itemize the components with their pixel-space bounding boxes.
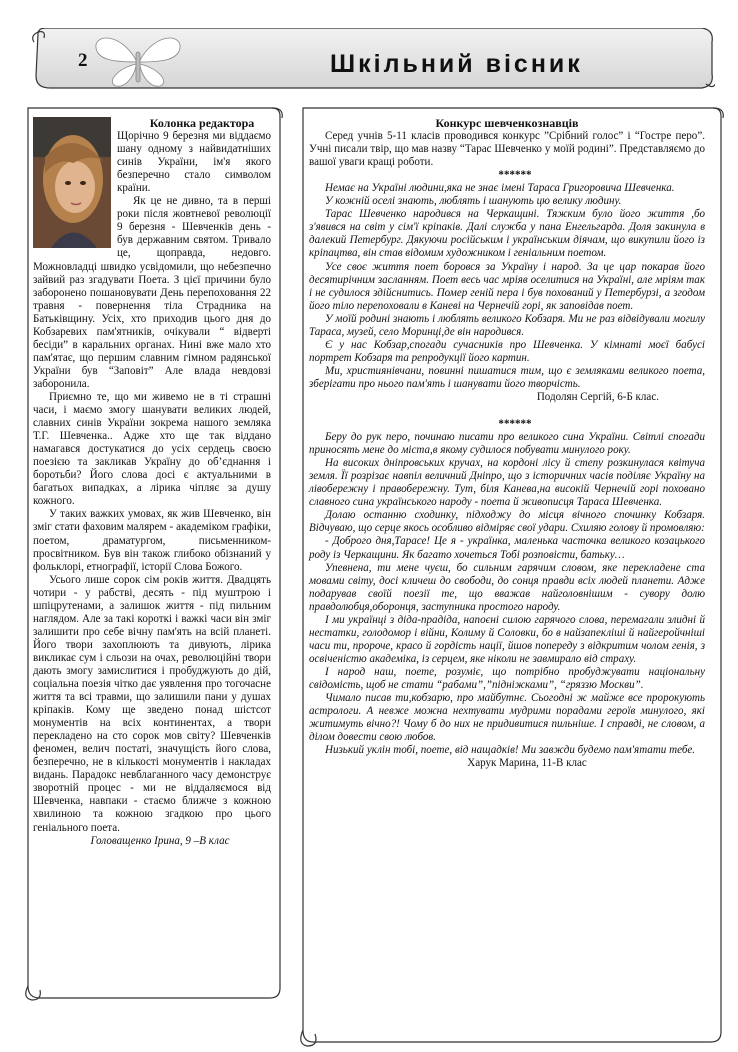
separator: ****** <box>498 169 532 182</box>
essay1-paragraph: Ми, християнівчани, повинні пишатися тим, що є земляками великого поета, зберігати про нього пам'ять і шанувати його творчість. <box>309 364 705 390</box>
page-number: 2 <box>78 50 88 71</box>
essay2-paragraph: - Доброго дня,Тарасе! Це я - українка, маленька часточка великого козацького роду із Черкащини. Як багато хочеться Тобі розповісти, батьку… <box>309 535 705 561</box>
essay2-signature: Харук Марина, 11-В клас <box>467 757 587 770</box>
essay2-paragraph: Упевнена, ти мене чуєш, бо сильним гарячим словом, яке перекладене ста мовами світу, досі кличеш до свободи, до сонця правди всіх людей планети. Адже подарував своїй поезії те, що вважав найголовнішим - сувору долю правдолюбця,оборонця, заступника простого народу. <box>309 561 705 613</box>
editor-signature: Головащенко Ірина, 9 –В клас <box>90 834 230 847</box>
separator: ****** <box>498 418 532 431</box>
paragraph: Як це не дивно, та в перші роки після жовтневої революції 9 березня - Шевченків день - був державним святом. Тривало це, щоправда, недовго. Можновладці швидко усвідомили, що небезпечно зайвий раз згадувати Поета. З цієї причини було заборонено пошановувати День перепоховання 22 травня - повернення тіла Страдника на Батьківщину. Усіх, хто приходив цього дня до Кобзаревих пам'ятників, очікували “ відверті бесіди” в каральних органах. Нині вже мало хто пам'ятає, що першим славним гімном радянської України був “Заповіт” Але влада невдовзі заборонила. <box>33 195 271 390</box>
paragraph: У таких важких умовах, як жив Шевченко, він зміг стати фаховим малярем - академіком графіки, поетом, драматургом, письменником-просвітником. Був він також глибоко обізнаний у фольклорі, етнографії, історії Слова Божого. <box>33 508 271 573</box>
paragraph: Щорічно 9 березня ми віддаємо шану одному з найвидатніших синів України, ім'я якого безперечно стало символом країни. <box>117 130 271 195</box>
essay2-paragraph: Долаю останню сходинку, підходжу до місця вічного спочинку Кобзаря. Відчуваю, що серце якось особливо відміряє свої удари. Схиляю голову й промовляю: <box>309 509 705 535</box>
essay1-paragraph: Усе своє життя поет боровся за Україну і народ. За це цар покарав його десятирічним засланням. Поет весь час мріяв оселитися на Україні, але мріям так і не судилося здійснитись. Помер геній пера і був похований у Петербурзі, а згодом його тіло перепоховали в Каневі на Чернечій горі, як заповідав поет. <box>309 260 705 312</box>
essay2-paragraph: І народ наш, поете, розуміє, що потрібно пробуджувати національну свідомість, щоб не стати “рабами”,”підніжками”, “гряззю Москви”. <box>309 665 705 691</box>
essay1-paragraph: Немає на Україні людини,яка не знає імені Тараса Григоровича Шевченка. <box>325 182 675 195</box>
editor-column-heading: Колонка редактора <box>149 116 255 130</box>
essay1-paragraph: У моїй родині знають і люблять великого Кобзаря. Ми не раз відвідували могилу Тараса, музей, село Моринці,де він народився. <box>309 312 705 338</box>
editor-photo <box>33 117 111 248</box>
essay2-paragraph: На високих дніпровських кручах, на кордоні лісу й степу розкинулася квітуча земля. Її розрізає навпіл величний Дніпро, що з історичних часів поділяє Україну на лівобережну і правобережну. Тут, біля Канева,на високій Чернечій горі поховано славного сина українського народу - поета й живописця Тараса Шевченка. <box>309 457 705 509</box>
contest-intro: Серед учнів 5-11 класів проводився конкурс ”Срібний голос” і “Гостре перо”. Учні писали твір, що мав назву “Тарас Шевченко у моїй родині”. Представляємо до вашої уваги кращі роботи. <box>309 130 705 169</box>
essay2-paragraph: Беру до рук перо, починаю писати про великого сина України. Світлі спогади приносять мене до міста,в якому судилося побувати минулого року. <box>309 431 705 457</box>
contest-heading: Конкурс шевченкознавців <box>435 116 579 130</box>
essay1-paragraph: Тарас Шевченко народився на Черкащині. Тяжким було його життя ,бо з'явився на світ у сім'ї кріпаків. Далі служба у пана Енгельгарда. Доля закинула в далекий Петербург. Дякуючи російським і українським діячам, що викупили його із кріпацтва, він став відомим художником і геніальним поетом. <box>309 208 705 260</box>
paragraph: Приємно те, що ми живемо не в ті страшні часи, і маємо змогу шанувати великих людей, славних синів України зокрема нашого земляка Т.Г. Шевченка.. Адже хто ще так віддано намагався достукатися до усіх сердець своєю поезією та закликав Україну до об’єднання і боротьби? Його слова досі є актуальними в багатьох випадках, а лірика чіпляє за душу кожного. <box>33 390 271 508</box>
paragraph: Усього лише сорок сім років життя. Двадцять чотири - у рабстві, десять - під муштрою і шпіцрутенами, а залишок життя - під пильним наглядом. Але за такі короткі і важкі часи він зміг залишити про себе вічну пам'ять на всій планеті. Його твори захоплюють та дивують, лірика викликає сум і сльози на очах, революційні твори дають змогу замислитися і пробуджують до дій, соціальна поезія чітко дає уявлення про тогочасне життя та всі травми, що залишили пани у душах кріпаків. Кому ще зведено понад шістсот монументів на всіх континентах, а твори перекладено на сто сорок мов світу? Шевченків феномен, велич постаті, значущість його слова, безперечно, не в кількості монументів і накладах видань. Парадокс невблаганного часу демонструє зворотній процес - ми не віддаляємося від Шевченка, навпаки - стаємо ближче з кожною хвилиною та кожною згадкою про цього геніального поета. <box>33 573 271 834</box>
essay2-paragraph: Чимало писав ти,кобзарю, про майбутнє. Сьогодні ж майже все пророкують астрологи. А невже можна нехтувати мудрими порадами героїв минулого, які житимуть вічно?! Чому б до них не придивитися пильніше. І справді, не словом, а ділом довести свою любов. <box>309 692 705 744</box>
essay2-paragraph: І ми українці з діда-прадіда, напоєні силою гарячого слова, перемагали злидні й нестатки, голодомор і війни, Колиму й Соловки, бо в найзапекліші й найгеройчніші часи ти, пророче, красо й гордість нації, йшов попереду з відкритим чолом генія, з освіченістю академіка, із серцем, яке ніколи не завмирало від страху. <box>309 613 705 665</box>
contest-column <box>309 117 705 770</box>
newspaper-title: Шкільний вісник <box>330 50 583 78</box>
essay1-paragraph: Є у нас Кобзар,спогади сучасників про Шевченка. У кімнаті моєї бабусі портрет Кобзаря та репродукції його картин. <box>309 338 705 364</box>
essay1-signature: Подолян Сергій, 6-Б клас. <box>536 390 659 403</box>
essay2-paragraph: Низький уклін тобі, поете, від нащадків! Ми завжди будемо пам'ятати тебе. <box>325 744 696 757</box>
essay1-paragraph: У кожній оселі знають, люблять і шанують цю велику людину. <box>325 195 622 208</box>
editor-column <box>33 117 271 848</box>
